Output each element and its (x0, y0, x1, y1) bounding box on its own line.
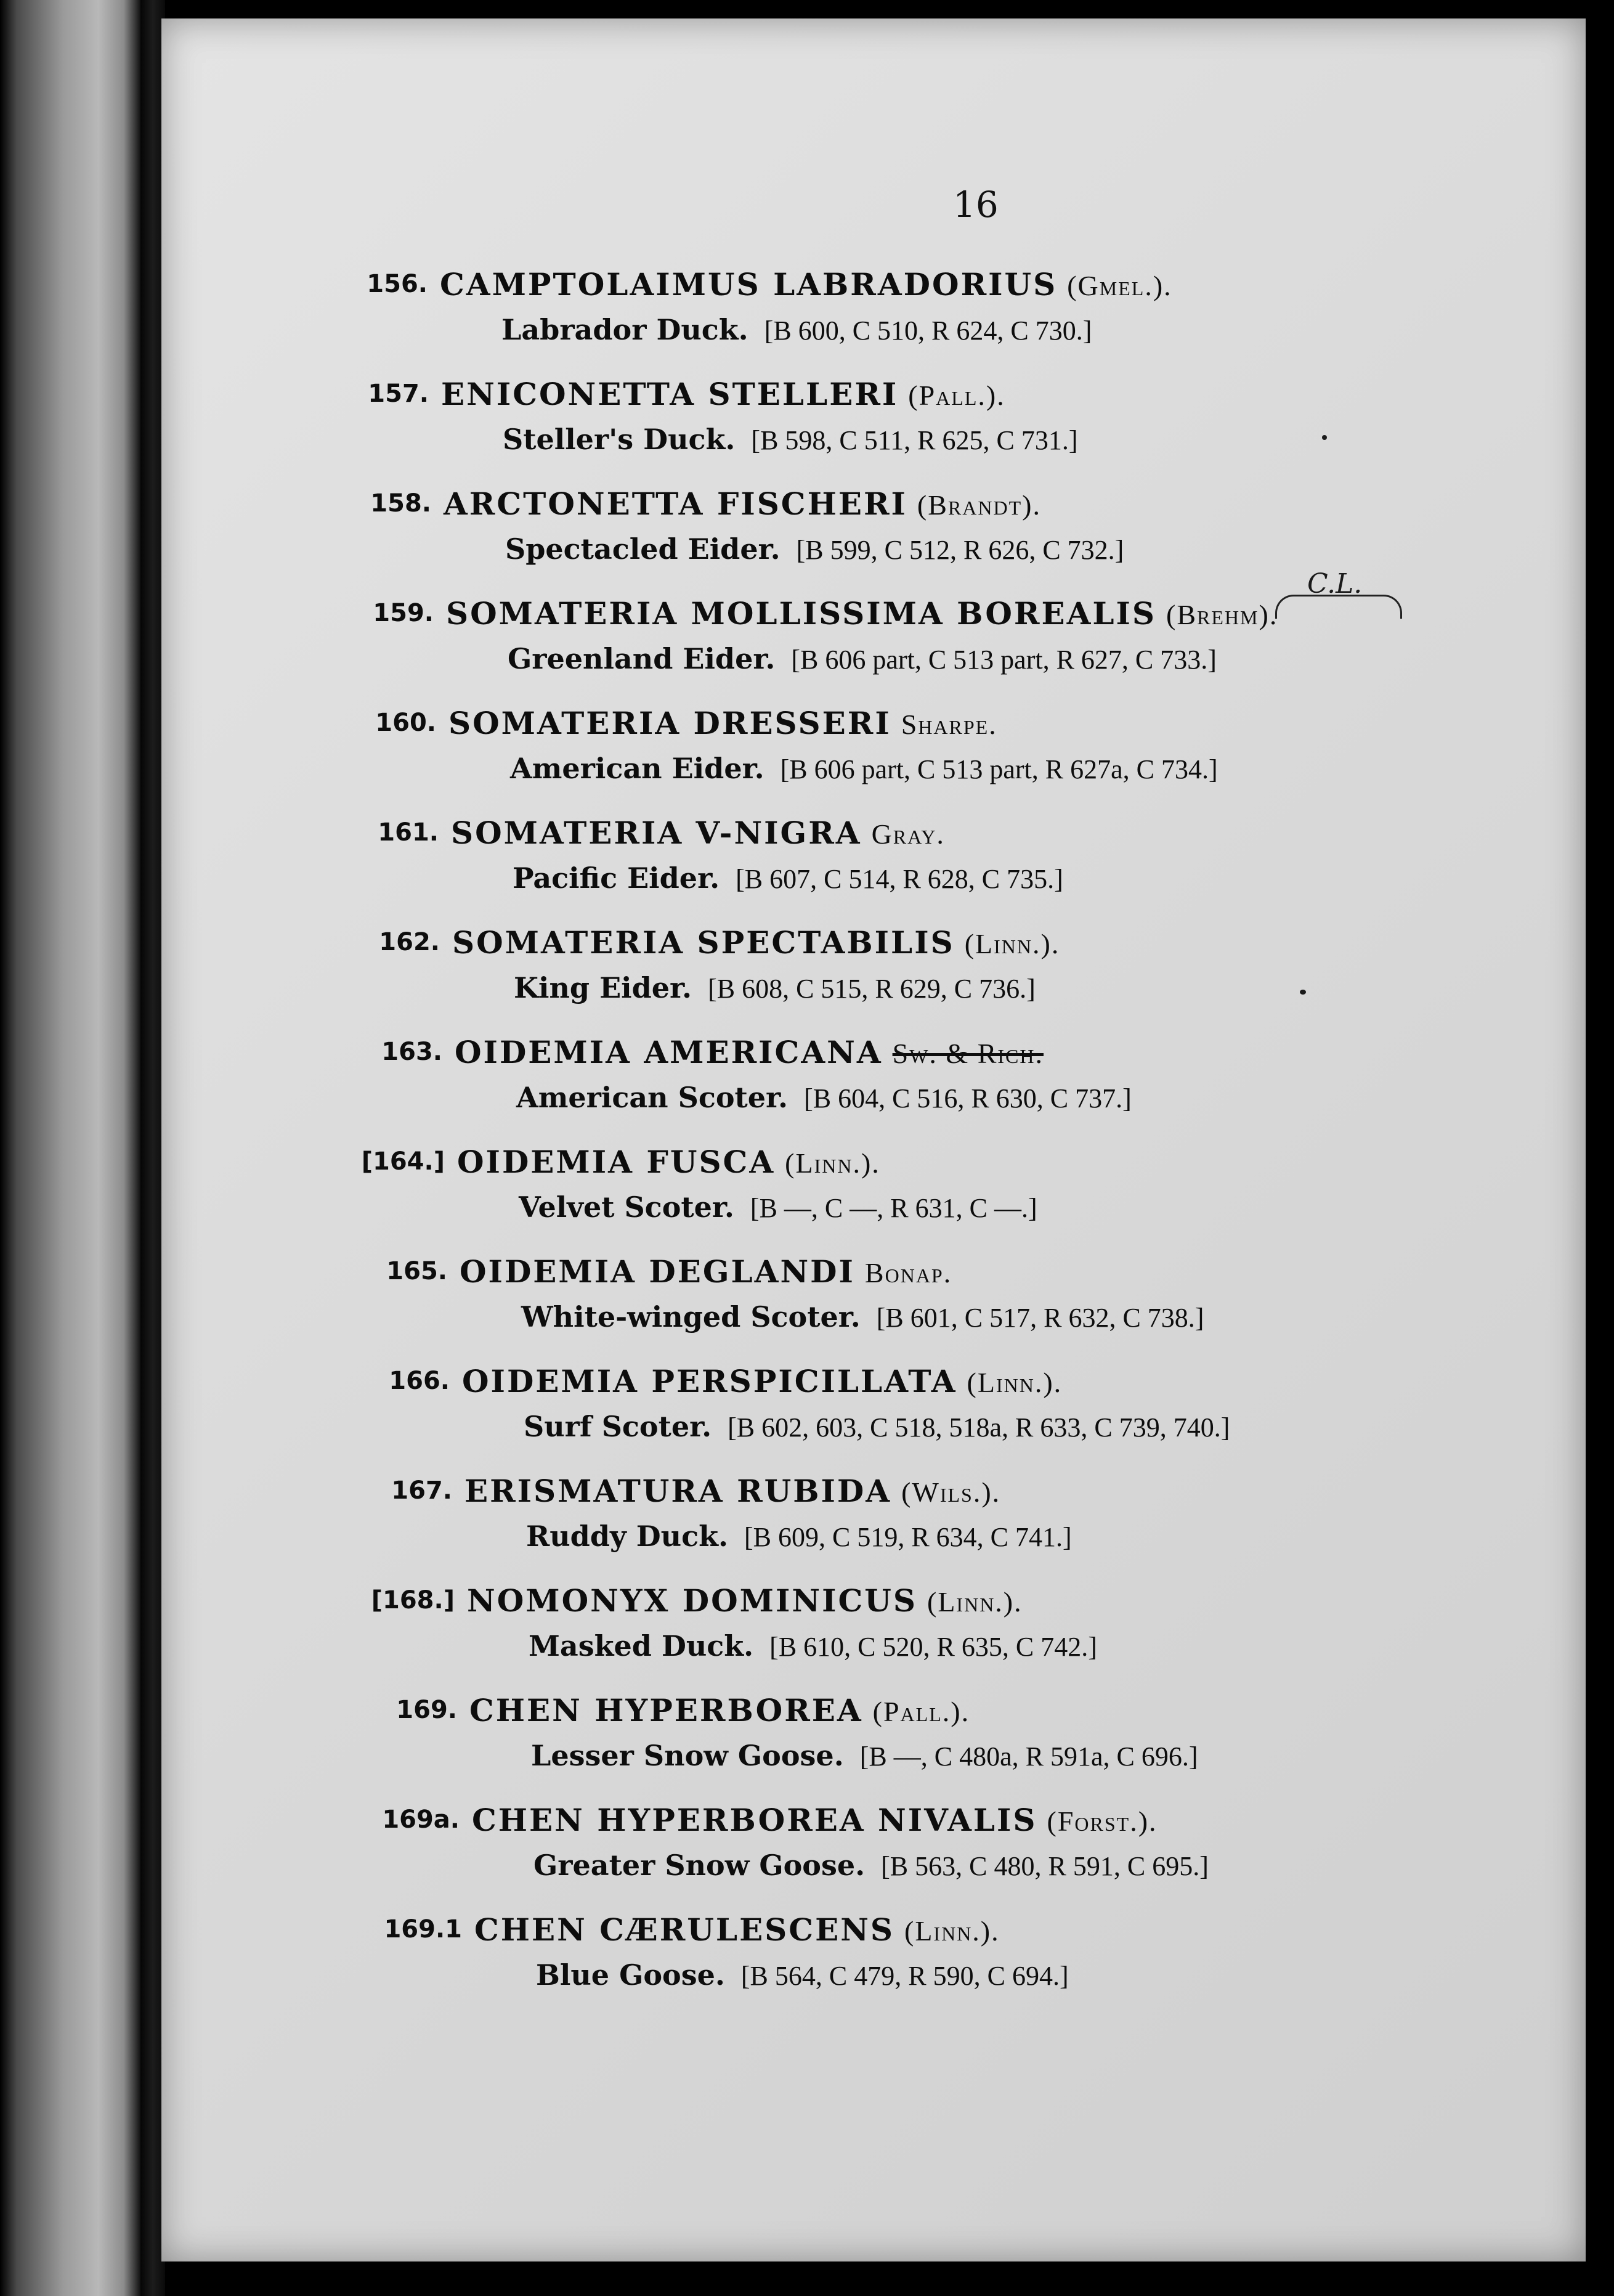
scientific-name-text: ERISMATURA RUBIDA (464, 1473, 892, 1509)
references: [B 563, C 480, R 591, C 695.] (881, 1851, 1209, 1881)
entry-number: 163. (381, 1038, 442, 1066)
references: [B 601, C 517, R 632, C 738.] (876, 1303, 1204, 1333)
common-name (505, 532, 1124, 566)
scientific-name (446, 595, 1278, 632)
scientific-name-text: OIDEMIA PERSPICILLATA (462, 1363, 957, 1399)
common-name-text: Greater Snow Goose. (533, 1849, 866, 1882)
entry-number: 162. (379, 928, 440, 956)
common-name (529, 1629, 1097, 1663)
handwritten-annotation: C.L. (1307, 568, 1363, 600)
common-name-text: Velvet Scoter. (519, 1191, 734, 1224)
scientific-name-text: OIDEMIA FUSCA (457, 1144, 776, 1180)
authority: (Linn.). (964, 928, 1060, 959)
scientific-name-text: CHEN HYPERBOREA (469, 1692, 863, 1728)
entry-number: 157. (368, 380, 429, 408)
references: [B 604, C 516, R 630, C 737.] (804, 1083, 1132, 1113)
scientific-name (444, 486, 1041, 522)
references: [B 610, C 520, R 635, C 742.] (769, 1632, 1097, 1662)
references: [B 599, C 512, R 626, C 732.] (796, 535, 1124, 565)
common-name-text: Lesser Snow Goose. (531, 1739, 844, 1772)
references: [B 607, C 514, R 628, C 735.] (736, 864, 1063, 894)
entry-number: 169a. (382, 1805, 460, 1834)
common-name (521, 1300, 1204, 1333)
entry-number: 167. (391, 1476, 452, 1505)
scientific-name-text: NOMONYX DOMINICUS (467, 1582, 918, 1619)
entry-number: [168.] (371, 1586, 455, 1614)
common-name (533, 1849, 1209, 1882)
common-name (513, 861, 1063, 895)
authority: (Forst.). (1047, 1805, 1158, 1837)
references: [B 609, C 519, R 634, C 741.] (744, 1522, 1072, 1552)
scientific-name-text: SOMATERIA MOLLISSIMA BOREALIS (446, 595, 1157, 632)
scientific-name-text: ARCTONETTA FISCHERI (444, 486, 907, 522)
authority: (Wils.). (901, 1476, 1001, 1508)
entry-number: 166. (389, 1367, 450, 1395)
authority: (Linn.). (904, 1915, 1000, 1947)
scientific-name (469, 1692, 970, 1728)
facing-page-edge (0, 0, 140, 2296)
common-name-text: Ruddy Duck. (526, 1520, 728, 1553)
entry-number: 169. (396, 1696, 457, 1724)
references: [B 606 part, C 513 part, R 627a, C 734.] (780, 754, 1218, 784)
common-name-text: Labrador Duck. (501, 313, 748, 346)
entry-number: 169.1 (384, 1915, 462, 1944)
references: [B 564, C 479, R 590, C 694.] (740, 1961, 1069, 1991)
authority: Sharpe. (901, 709, 997, 740)
common-name-text: Spectacled Eider. (505, 532, 781, 566)
references: [B —, C 480a, R 591a, C 696.] (859, 1741, 1198, 1772)
common-name-text: Pacific Eider. (513, 861, 720, 895)
common-name (531, 1739, 1198, 1772)
authority: (Pall.). (908, 380, 1005, 411)
scientific-name (472, 1802, 1158, 1838)
scientific-name (452, 924, 1060, 961)
entry-number: 158. (370, 489, 431, 518)
common-name (503, 423, 1077, 456)
authority: (Linn.). (927, 1586, 1023, 1618)
common-name-text: American Eider. (510, 752, 764, 785)
scientific-name-text: SOMATERIA DRESSERI (448, 705, 891, 741)
references: [B 602, 603, C 518, 518a, R 633, C 739, 740.] (728, 1412, 1230, 1443)
scientific-name-text: CAMPTOLAIMUS LABRADORIUS (440, 266, 1058, 303)
entry-number: 161. (378, 818, 439, 847)
references: [B —, C —, R 631, C —.] (750, 1193, 1037, 1223)
common-name-text: American Scoter. (516, 1081, 789, 1114)
ink-speck (1300, 990, 1306, 995)
common-name-text: Steller's Duck. (503, 423, 736, 456)
common-name-text: Greenland Eider. (508, 642, 776, 675)
entry-number: 165. (386, 1257, 447, 1285)
common-name (524, 1410, 1230, 1443)
authority: (Gmel.). (1067, 270, 1172, 301)
common-name (519, 1191, 1037, 1224)
common-name-text: Masked Duck. (529, 1629, 754, 1663)
scientific-name-text: OIDEMIA AMERICANA (455, 1034, 883, 1070)
scientific-name-text: OIDEMIA DEGLANDI (460, 1253, 855, 1290)
scientific-name (455, 1034, 1044, 1070)
references: [B 608, C 515, R 629, C 736.] (708, 974, 1036, 1004)
scientific-name (467, 1582, 1023, 1619)
entry-number: 156. (367, 270, 428, 298)
authority: Gray. (871, 818, 945, 850)
common-name-text: Blue Goose. (536, 1958, 725, 1992)
common-name-text: Surf Scoter. (524, 1410, 712, 1443)
authority: Sw. & Rich. (892, 1038, 1044, 1069)
scientific-name (441, 376, 1005, 412)
page-number: 16 (953, 184, 999, 226)
authority: (Pall.). (872, 1696, 970, 1727)
authority: Bonap. (864, 1257, 952, 1288)
scientific-name (457, 1144, 880, 1180)
species-list (161, 18, 1586, 2261)
common-name-text: White-winged Scoter. (521, 1300, 861, 1333)
common-name (501, 313, 1092, 346)
common-name (514, 971, 1036, 1004)
authority: (Linn.). (967, 1367, 1063, 1398)
entry-number: 159. (373, 599, 434, 627)
scientific-name (464, 1473, 1000, 1509)
references: [B 606 part, C 513 part, R 627, C 733.] (791, 645, 1217, 675)
common-name (508, 642, 1217, 675)
scientific-name-text: ENICONETTA STELLERI (441, 376, 899, 412)
scientific-name (474, 1911, 1000, 1948)
scientific-name (462, 1363, 1062, 1399)
scientific-name-text: CHEN HYPERBOREA NIVALIS (472, 1802, 1037, 1838)
common-name (526, 1520, 1072, 1553)
scientific-name (448, 705, 997, 741)
scientific-name (460, 1253, 952, 1290)
common-name (510, 752, 1218, 785)
common-name (516, 1081, 1132, 1114)
scientific-name (440, 266, 1172, 303)
scientific-name (451, 815, 945, 851)
authority: (Brehm). (1166, 599, 1278, 630)
references: [B 598, C 511, R 625, C 731.] (751, 425, 1078, 455)
entry-number: 160. (375, 709, 436, 737)
scientific-name-text: CHEN CÆRULESCENS (474, 1911, 895, 1948)
ink-speck (1322, 435, 1327, 440)
authority: (Brandt). (917, 489, 1041, 521)
entry-number: [164.] (361, 1147, 445, 1176)
common-name-text: King Eider. (514, 971, 692, 1004)
references: [B 600, C 510, R 624, C 730.] (764, 315, 1092, 346)
scientific-name-text: SOMATERIA SPECTABILIS (452, 924, 955, 961)
common-name (536, 1958, 1069, 1992)
document-page (161, 18, 1586, 2261)
authority: (Linn.). (785, 1147, 880, 1179)
scientific-name-text: SOMATERIA V-NIGRA (451, 815, 862, 851)
